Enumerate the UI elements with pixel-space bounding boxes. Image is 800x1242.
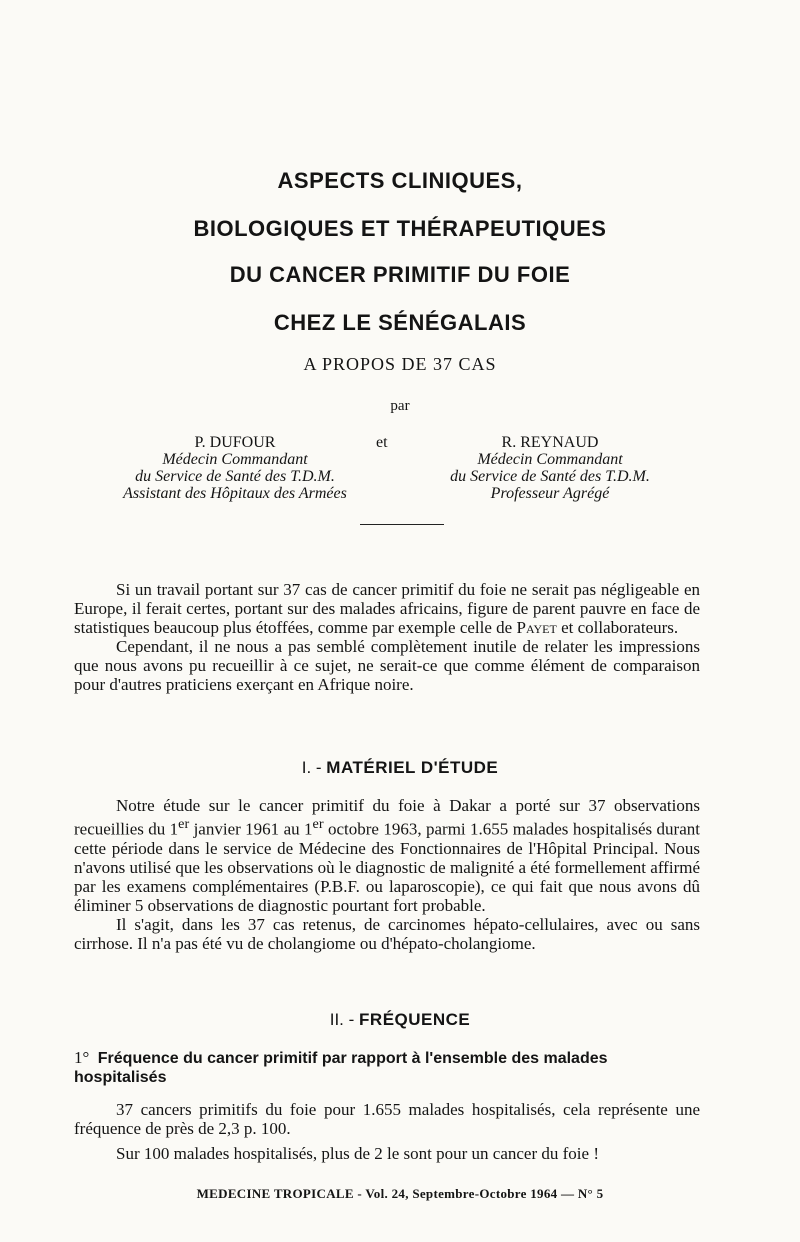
author-2	[420, 434, 680, 502]
article-title-line-2: BIOLOGIQUES ET THÉRAPEUTIQUES	[193, 216, 607, 241]
subsection-title: Fréquence du cancer primitif par rapport à l'ensemble des malades hospitalisés	[74, 1050, 608, 1086]
journal-footer: MEDECINE TROPICALE - Vol. 24, Septembre-Octobre 1964 — N° 5	[196, 1186, 604, 1201]
author-1-position: Assistant des Hôpitaux des Armées	[123, 485, 347, 502]
article-title-line-1: ASPECTS CLINIQUES,	[277, 168, 523, 193]
article-title-line-3: DU CANCER PRIMITIF DU FOIE	[229, 262, 571, 287]
section-1-number: I. -	[301, 758, 322, 777]
author-1-service: du Service de Santé des T.D.M.	[135, 468, 335, 485]
article-title-line-4: CHEZ LE SÉNÉGALAIS	[273, 310, 527, 335]
section-1-paragraph-1: Notre étude sur le cancer primitif du foie à Dakar a porté sur 37 observations recueillies du 1er janvier 1961 au 1er octobre 1963, parmi 1.655 malades hospitalisés durant cette période dans le service de Médecine des Fonctionnaires de l'Hôpital Principal. Nous n'avons utilisé que les observations où le diagnostic de malignité a été formellement affirmé par les examens complémentaires (P.B.F. ou laparoscopie), ce qui fait que nous avons dû éliminer 5 observations de diagnostic pourtant fort probable.	[74, 796, 700, 915]
section-2-title: FRÉQUENCE	[359, 1010, 471, 1029]
by-label: par	[390, 398, 410, 414]
intro-paragraph-2: Cependant, il ne nous a pas semblé complètement inutile de relater les impressions que nous avons pu recueillir à ce sujet, ne serait-ce que comme élément de comparaison pour d'autres praticiens exerçant en Afrique noire.	[74, 637, 700, 694]
subsection-heading	[74, 1048, 700, 1087]
section-1-text	[74, 796, 700, 953]
article-subtitle: A PROPOS DE 37 CAS	[303, 354, 497, 374]
author-1-title: Médecin Commandant	[162, 451, 308, 468]
subsection-number: 1°	[74, 1048, 90, 1067]
section-1-title: MATÉRIEL D'ÉTUDE	[326, 758, 499, 777]
intro-paragraph-1: Si un travail portant sur 37 cas de cancer primitif du foie ne serait pas négligeable en Europe, il ferait certes, portant sur des malades africains, figure de parent pauvre en face de statistiques beaucoup plus étoffées, comme par exemple celle de Payet et collaborateurs.	[74, 580, 700, 637]
section-2-text	[74, 1100, 700, 1163]
author-2-service: du Service de Santé des T.D.M.	[450, 468, 650, 485]
section-2-number: II. -	[329, 1010, 355, 1029]
author-2-title: Médecin Commandant	[477, 451, 623, 468]
author-2-name: R. REYNAUD	[501, 434, 599, 451]
section-1-paragraph-2: Il s'agit, dans les 37 cas retenus, de carcinomes hépato-cellulaires, avec ou sans cirrhose. Il n'a pas été vu de cholangiome ou d'hépato-cholangiome.	[74, 914, 700, 953]
author-1	[100, 434, 370, 502]
section-heading-1	[100, 758, 700, 778]
intro-text	[74, 580, 700, 694]
author-2-position: Professeur Agrégé	[490, 485, 610, 502]
section-2-paragraph-1: 37 cancers primitifs du foie pour 1.655 malades hospitalisés, cela représente une fréquence de près de 2,3 p. 100.	[74, 1100, 700, 1138]
section-2-paragraph-2: Sur 100 malades hospitalisés, plus de 2 le sont pour un cancer du foie !	[116, 1144, 599, 1163]
author-1-name: P. DUFOUR	[194, 434, 276, 451]
cited-author: Payet	[516, 618, 557, 637]
title-divider	[360, 524, 444, 525]
section-heading-2	[100, 1010, 700, 1030]
author-connector: et	[376, 434, 388, 451]
